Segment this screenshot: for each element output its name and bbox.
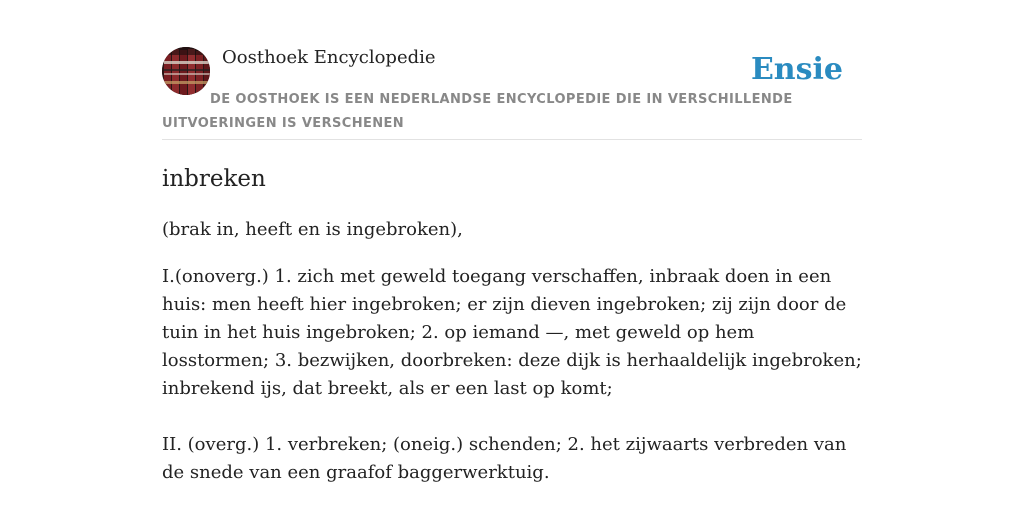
- entry-forms: (brak in, heeft en is ingebroken),: [162, 219, 463, 240]
- sense-transitive: II. (overg.) 1. verbreken; (oneig.) schenden; 2. het zijwaarts verbreden van de snede van een graafof baggerwerktuig.: [162, 434, 847, 483]
- page-container: [162, 0, 862, 512]
- brand-logo[interactable]: Ensie: [750, 52, 843, 87]
- entry-headword: inbreken: [162, 166, 266, 192]
- site-tagline: DE OOSTHOEK IS EEN NEDERLANDSE ENCYCLOPEDIE DIE IN VERSCHILLENDE UITVOERINGEN IS VERSCHENEN: [162, 92, 793, 131]
- site-name[interactable]: Oosthoek Encyclopedie: [222, 47, 436, 68]
- sense-intransitive: I.(onoverg.) 1. zich met geweld toegang verschaffen, inbraak doen in een huis: men heeft hier ingebroken; er zijn dieven ingebroken; zij zijn door de tuin in het huis ingebroken; 2. op iemand —, met geweld op hem losstormen; 3. bezwijken, doorbreken: deze dijk is herhaaldelijk ingebroken; inbrekend ijs, dat breekt, als er een last op komt;: [162, 266, 862, 399]
- header-divider: [162, 139, 862, 140]
- entry-definition: [162, 263, 862, 512]
